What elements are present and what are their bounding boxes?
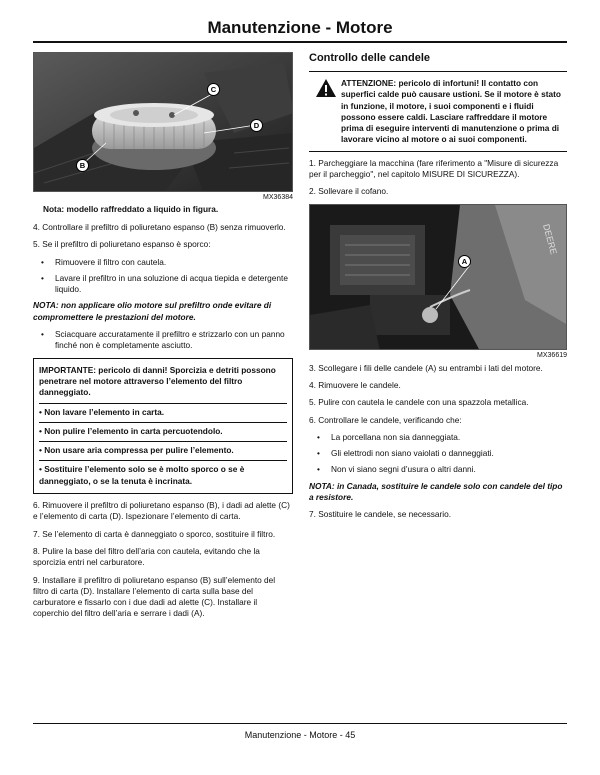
list-item: • Sciacquare accuratamente il prefiltro e strizzarlo con un panno finché non è completamente asciutto.	[41, 329, 285, 351]
air-filter-photo	[33, 52, 293, 192]
brand-text: DEERE	[541, 222, 559, 256]
callout-b: B	[76, 159, 89, 172]
important-item: • Non pulire l’elemento in carta percuotendolo.	[39, 422, 287, 439]
page-title: Manutenzione - Motore	[207, 18, 393, 37]
footer-divider	[33, 723, 567, 724]
callout-d: D	[250, 119, 263, 132]
step-7: 7. Se l’elemento di carta è danneggiato o sporco, sostituire il filtro.	[33, 528, 276, 539]
callout-c: C	[207, 83, 220, 96]
important-item: • Non lavare l’elemento in carta.	[39, 403, 287, 420]
important-item: • Sostituire l’elemento solo se è molto sporco o se è danneggiato, o se la tenuta è incrinata.	[39, 460, 287, 489]
header-divider	[33, 41, 567, 43]
list-item: • Lavare il prefiltro in una soluzione di acqua tiepida e detergente liquido.	[41, 272, 288, 295]
list-item: • La porcellana non sia danneggiata.	[317, 431, 461, 442]
page-footer: Manutenzione - Motore - 45	[244, 730, 356, 740]
warning-icon	[315, 78, 337, 98]
callout-a: A	[458, 255, 471, 268]
right-column	[309, 52, 567, 527]
step-4: 4. Controllare il prefiltro di poliuretano espanso (B) senza rimuoverlo.	[33, 222, 286, 232]
step-6: 6. Rimuovere il prefiltro di poliuretano espanso (B), i dadi ad alette (C) e l’elemento di carta (D). Ispezionare l’elemento di carta.	[33, 500, 290, 522]
warning-text: ATTENZIONE: pericolo di infortuni! Il contatto con superfici calde può causare ustioni. Se il motore è stato in funzione, il motore, i suoi componenti e i fluidi possono essere caldi. Lasciare raffreddare il motore prima di eseguire interventi di manutenzione o prima di lavorare vicino al motore o ai suoi componenti.	[341, 78, 561, 145]
step-9: 9. Installare il prefiltro di poliuretano espanso (B) sull’elemento del filtro di carta (D). Installare l’elemento di carta sulla base del carburatore e fissarlo con i due dadi ad alette (C). Installare il coperchio del filtro dell’aria e serrare i dadi (A).	[33, 574, 276, 619]
step-8: 8. Pulire la base del filtro dell’aria con cautela, evitando che la sporcizia entri nel carburatore.	[33, 545, 260, 568]
important-item: • Non usare aria compressa per pulire l’elemento.	[39, 441, 287, 458]
section-title: Controllo delle candele	[309, 52, 431, 64]
engine-illustration	[310, 205, 567, 350]
step-1: 1. Parcheggiare la macchina (fare riferimento a "Misure di sicurezza per il parcheggio", nel capitolo MISURE DI SICUREZZA).	[309, 157, 559, 180]
warning-box	[309, 71, 567, 152]
step-5: 5. Se il prefiltro di poliuretano espanso è sporco:	[33, 239, 211, 250]
step-3: 3. Scollegare i fili delle candele (A) su entrambi i lati del motore.	[309, 362, 543, 373]
step-4: 4. Rimuovere le candele.	[309, 379, 401, 390]
step-2: 2. Sollevare il cofano.	[309, 186, 389, 197]
note-canada: NOTA: in Canada, sostituire le candele solo con candele del tipo a resistore.	[309, 480, 563, 503]
list-item: • Non vi siano segni d’usura o altri danni.	[317, 464, 476, 475]
step-6: 6. Controllare le candele, verificando che:	[309, 414, 462, 425]
figure-caption: Nota: modello raffreddato a liquido in figura.	[43, 204, 219, 214]
figure-id: MX36384	[263, 194, 293, 201]
figure-id: MX36619	[537, 351, 567, 359]
list-item: • Rimuovere il filtro con cautela.	[41, 256, 167, 267]
spark-plug-photo	[309, 204, 567, 350]
left-column	[33, 52, 293, 626]
important-heading: IMPORTANTE: pericolo di danni! Sporcizia e detriti possono penetrare nel motore attraverso l’elemento del filtro danneggiato.	[39, 364, 276, 398]
important-box	[33, 358, 293, 494]
note-oil: NOTA: non applicare olio motore sul prefiltro onde evitare di compromettere le prestazioni del motore.	[33, 300, 272, 322]
list-item: • Gli elettrodi non siano vaiolati o danneggiati.	[317, 448, 494, 459]
step-7: 7. Sostituire le candele, se necessario.	[309, 509, 452, 520]
step-5: 5. Pulire con cautela le candele con una spazzola metallica.	[309, 397, 529, 408]
